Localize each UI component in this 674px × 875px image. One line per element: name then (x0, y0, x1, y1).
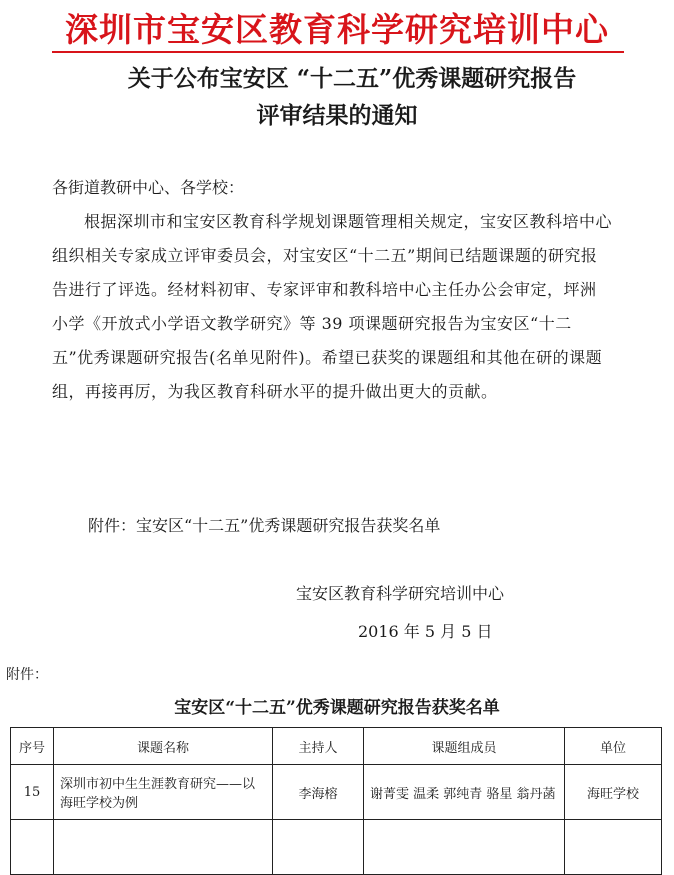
column-header-host: 主持人 (273, 728, 364, 765)
column-header-title: 课题名称 (54, 728, 273, 765)
cell-empty (54, 820, 273, 875)
appendix-table-title: 宝安区“十二五”优秀课题研究报告获奖名单 (174, 698, 500, 718)
cell-empty (273, 820, 364, 875)
org-masthead: 深圳市宝安区教育科学研究培训中心 (65, 10, 609, 49)
table-row-partial (11, 820, 662, 875)
cell-empty (11, 820, 54, 875)
cell-members: 谢菁雯 温柔 郭纯青 骆星 翁丹菡 (364, 765, 565, 820)
cell-empty (565, 820, 662, 875)
cell-unit: 海旺学校 (565, 765, 662, 820)
cell-title: 深圳市初中生生涯教育研究——以海旺学校为例 (54, 765, 273, 820)
signature-org: 宝安区教育科学研究培训中心 (296, 584, 505, 603)
cell-no: 15 (11, 765, 54, 820)
column-header-members: 课题组成员 (364, 728, 565, 765)
red-divider (52, 51, 624, 53)
notice-paragraph: 根据深圳市和宝安区教育科学规划课题管理相关规定，宝安区教科培中心组织相关专家成立评审委员会，对宝安区“十二五”期间已结题课题的研究报告进行了评选。经材料初审、专家评审和教科培中心主任办公会审定，坪洲小学《开放式小学语文教学研究》等 39 项课题研究报告为宝安区“十二五”优秀课题研究报告(名单见附件)。希望已获奖的课题组和其他在研的课题组，再接再厉，为我区教育科研水平的提升做出更大的贡献。 (52, 212, 613, 401)
award-table (10, 727, 662, 875)
attachment-note: 附件：宝安区“十二五”优秀课题研究报告获奖名单 (88, 516, 441, 535)
cell-host: 李海榕 (273, 765, 364, 820)
column-header-no: 序号 (11, 728, 54, 765)
cell-empty (364, 820, 565, 875)
notice-title-line1: 关于公布宝安区 “十二五”优秀课题研究报告 (127, 65, 577, 92)
signature-date: 2016 年 5 月 5 日 (358, 622, 493, 641)
salutation: 各街道教研中心、各学校： (52, 178, 245, 197)
table-header-row (11, 728, 662, 765)
column-header-unit: 单位 (565, 728, 662, 765)
table-row (11, 765, 662, 820)
appendix-label: 附件： (6, 667, 48, 683)
notice-title-line2: 评审结果的通知 (256, 102, 418, 129)
